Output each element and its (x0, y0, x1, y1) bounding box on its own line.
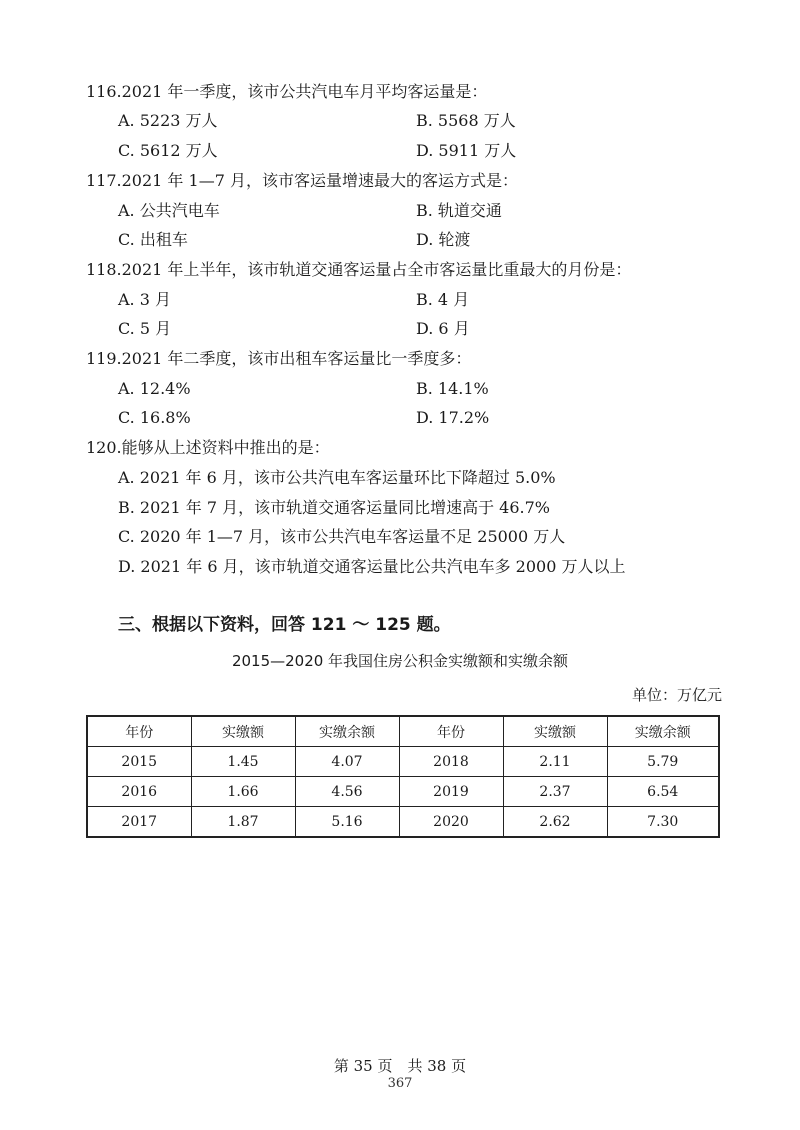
table-cell: 1.87 (191, 807, 295, 838)
table-cell: 7.30 (607, 807, 719, 838)
header-paid-1: 实缴额 (191, 716, 295, 747)
table-cell: 5.16 (295, 807, 399, 838)
housing-fund-table (86, 715, 720, 838)
table-cell: 2016 (87, 777, 191, 807)
question-120-option-b: B. 2021 年 7 月，该市轨道交通客运量同比增速高于 46.7% (118, 498, 551, 517)
table-cell: 2020 (399, 807, 503, 838)
question-118-option-c: C. 5 月 (118, 319, 172, 338)
table-cell: 2.37 (503, 777, 607, 807)
table-row (87, 747, 719, 777)
question-116-option-a: A. 5223 万人 (118, 111, 218, 130)
table-row (87, 777, 719, 807)
question-120-option-d: D. 2021 年 6 月，该市轨道交通客运量比公共汽电车多 2000 万人以上 (118, 557, 626, 576)
question-117-option-c: C. 出租车 (118, 230, 188, 249)
question-119-option-b: B. 14.1% (416, 379, 489, 398)
table-header-row (87, 716, 719, 747)
header-year-1: 年份 (87, 716, 191, 747)
header-paid-2: 实缴额 (503, 716, 607, 747)
page-number: 367 (387, 1076, 413, 1091)
table-cell: 2019 (399, 777, 503, 807)
question-118-option-a: A. 3 月 (118, 290, 171, 309)
table-cell: 2.11 (503, 747, 607, 777)
question-119-option-c: C. 16.8% (118, 408, 191, 427)
question-120-stem: 120.能够从上述资料中推出的是： (86, 438, 330, 457)
question-120-option-a: A. 2021 年 6 月，该市公共汽电车客运量环比下降超过 5.0% (118, 468, 556, 487)
table-cell: 5.79 (607, 747, 719, 777)
question-117-option-b: B. 轨道交通 (416, 201, 502, 220)
header-balance-1: 实缴余额 (295, 716, 399, 747)
table-cell: 1.45 (191, 747, 295, 777)
page-footer-label: 第 35 页 共 38 页 (333, 1057, 467, 1075)
header-year-2: 年份 (399, 716, 503, 747)
question-119-stem: 119.2021 年二季度，该市出租车客运量比一季度多： (86, 349, 472, 368)
table-cell: 2018 (399, 747, 503, 777)
question-119-option-a: A. 12.4% (118, 379, 191, 398)
table-row (87, 807, 719, 838)
question-116-stem: 116.2021 年一季度，该市公共汽电车月平均客运量是： (86, 82, 488, 101)
question-117-option-a: A. 公共汽电车 (118, 201, 220, 220)
table-cell: 2015 (87, 747, 191, 777)
table-cell: 2.62 (503, 807, 607, 838)
question-117-stem: 117.2021 年 1—7 月，该市客运量增速最大的客运方式是： (86, 171, 518, 190)
header-balance-2: 实缴余额 (607, 716, 719, 747)
table-unit: 单位：万亿元 (631, 686, 722, 704)
question-116-option-b: B. 5568 万人 (416, 111, 516, 130)
question-120-option-c: C. 2020 年 1—7 月，该市公共汽电车客运量不足 25000 万人 (118, 527, 566, 546)
question-118-stem: 118.2021 年上半年，该市轨道交通客运量占全市客运量比重最大的月份是： (86, 260, 632, 279)
question-117-option-d: D. 轮渡 (416, 230, 471, 249)
table-cell: 2017 (87, 807, 191, 838)
question-116-option-c: C. 5612 万人 (118, 141, 218, 160)
table-cell: 4.56 (295, 777, 399, 807)
section-heading: 三、根据以下资料，回答 121 ～ 125 题。 (118, 615, 451, 635)
table-title: 2015—2020 年我国住房公积金实缴额和实缴余额 (231, 652, 569, 670)
table-cell: 6.54 (607, 777, 719, 807)
question-119-option-d: D. 17.2% (416, 408, 490, 427)
question-118-option-d: D. 6 月 (416, 319, 470, 338)
question-116-option-d: D. 5911 万人 (416, 141, 517, 160)
table-cell: 1.66 (191, 777, 295, 807)
table-cell: 4.07 (295, 747, 399, 777)
question-118-option-b: B. 4 月 (416, 290, 470, 309)
